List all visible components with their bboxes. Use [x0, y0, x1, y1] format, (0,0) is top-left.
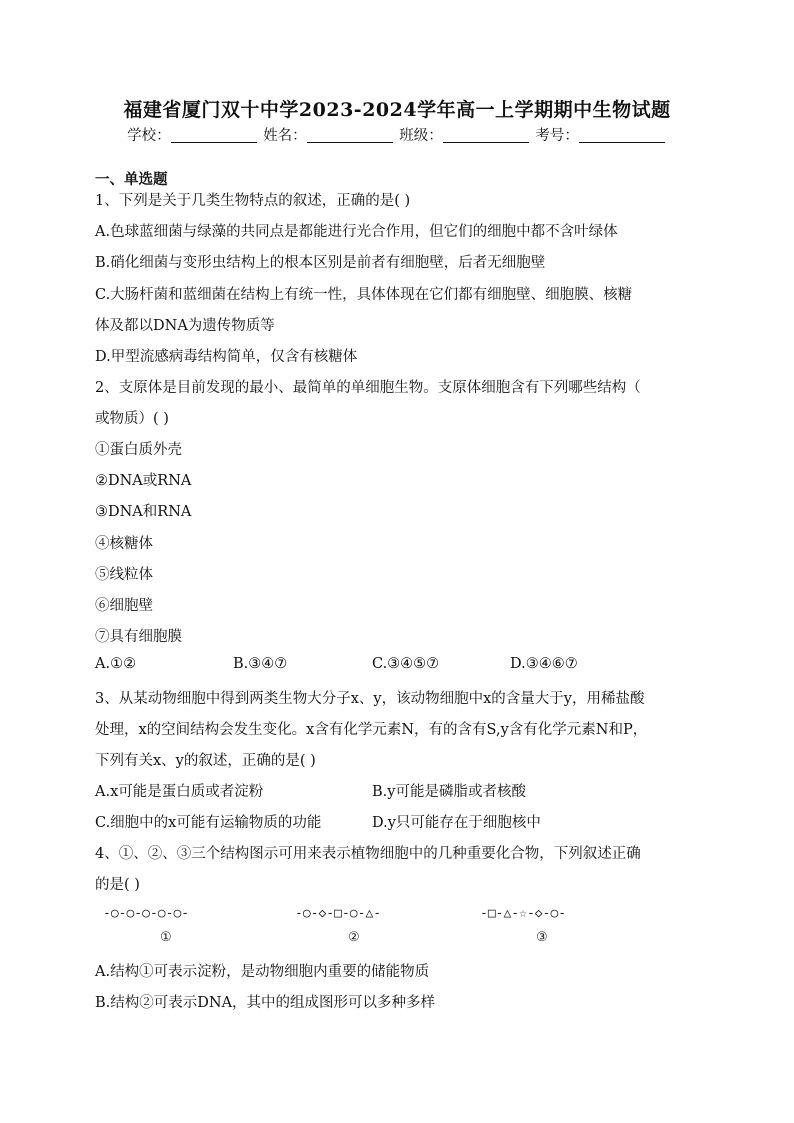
- q2-option-c: C.③④⑤⑦: [372, 656, 440, 672]
- q1-stem: 1、下列是关于几类生物特点的叙述，正确的是( ): [95, 193, 411, 209]
- q2-item: ⑦具有细胞膜: [95, 629, 182, 645]
- q4-stem-line1: 4、①、②、③三个结构图示可用来表示植物细胞中的几种重要化合物，下列叙述正确: [95, 846, 641, 862]
- school-label: 学校：: [127, 128, 171, 144]
- student-info-line: [0, 124, 794, 145]
- q2-stem-line2: 或物质）( ): [95, 411, 169, 427]
- q1-option-a: A.色球蓝细菌与绿藻的共同点是都能进行光合作用，但它们的细胞中都不含叶绿体: [95, 224, 618, 240]
- class-label: 班级：: [399, 128, 443, 144]
- q4-option-b: B.结构②可表示DNA，其中的组成图形可以多种多样: [95, 995, 436, 1011]
- q2-option-b: B.③④⑦: [233, 656, 288, 672]
- q3-option-d: D.y只可能存在于细胞核中: [372, 815, 541, 831]
- class-blank[interactable]: [443, 128, 529, 143]
- exam-number-blank[interactable]: [579, 128, 665, 143]
- q2-stem-line1: 2、支原体是目前发现的最小、最简单的单细胞生物。支原体细胞含有下列哪些结构（: [95, 380, 641, 396]
- q3-stem-line2: 处理，x的空间结构会发生变化。x含有化学元素N，有的含有S,y含有化学元素N和P，: [95, 722, 648, 738]
- q2-item: ④核糖体: [95, 536, 153, 552]
- q3-stem-line1: 3、从某动物细胞中得到两类生物大分子x、y，该动物细胞中x的含量大于y，用稀盐酸: [95, 691, 645, 707]
- q4-option-a: A.结构①可表示淀粉，是动物细胞内重要的储能物质: [95, 964, 430, 980]
- q1-option-c-line1: C.大肠杆菌和蓝细菌在结构上有统一性，具体体现在它们都有细胞壁、细胞膜、核糖: [95, 287, 633, 303]
- q2-item: ⑤线粒体: [95, 567, 153, 583]
- page-title: 福建省厦门双十中学2023-2024学年高一上学期期中生物试题: [123, 99, 671, 121]
- q2-item: ②DNA或RNA: [95, 473, 192, 489]
- section-title: 一、单选题: [95, 171, 168, 188]
- q2-option-a: A.①②: [95, 656, 137, 672]
- q4-stem-line2: 的是( ): [95, 877, 140, 893]
- q3-option-a: A.x可能是蛋白质或者淀粉: [95, 784, 264, 800]
- q1-option-d: D.甲型流感病毒结构简单，仅含有核糖体: [95, 349, 358, 365]
- name-blank[interactable]: [307, 128, 393, 143]
- school-blank[interactable]: [171, 128, 257, 143]
- q1-option-b: B.硝化细菌与变形虫结构上的根本区别是前者有细胞壁，后者无细胞壁: [95, 255, 546, 271]
- structure-chain-2: -○-◇-□-○-△-: [295, 906, 382, 921]
- q3-stem-line3: 下列有关x、y的叙述，正确的是( ): [95, 753, 316, 769]
- exam-number-label: 考号：: [535, 128, 579, 144]
- structure-label-2: ②: [348, 930, 360, 945]
- structure-label-3: ③: [536, 930, 548, 945]
- structure-chain-1: -○-○-○-○-○-: [103, 906, 190, 921]
- q3-option-c: C.细胞中的x可能有运输物质的功能: [95, 815, 322, 831]
- structure-chain-3: -□-△-☆-◇-○-: [480, 906, 567, 921]
- name-label: 姓名：: [263, 128, 307, 144]
- q2-item: ①蛋白质外壳: [95, 442, 182, 458]
- structure-label-1: ①: [160, 930, 172, 945]
- q3-option-b: B.y可能是磷脂或者核酸: [372, 784, 526, 800]
- q2-item: ③DNA和RNA: [95, 504, 192, 520]
- q1-option-c-line2: 体及都以DNA为遗传物质等: [95, 318, 275, 334]
- q2-item: ⑥细胞壁: [95, 598, 153, 614]
- q2-option-d: D.③④⑥⑦: [510, 656, 578, 672]
